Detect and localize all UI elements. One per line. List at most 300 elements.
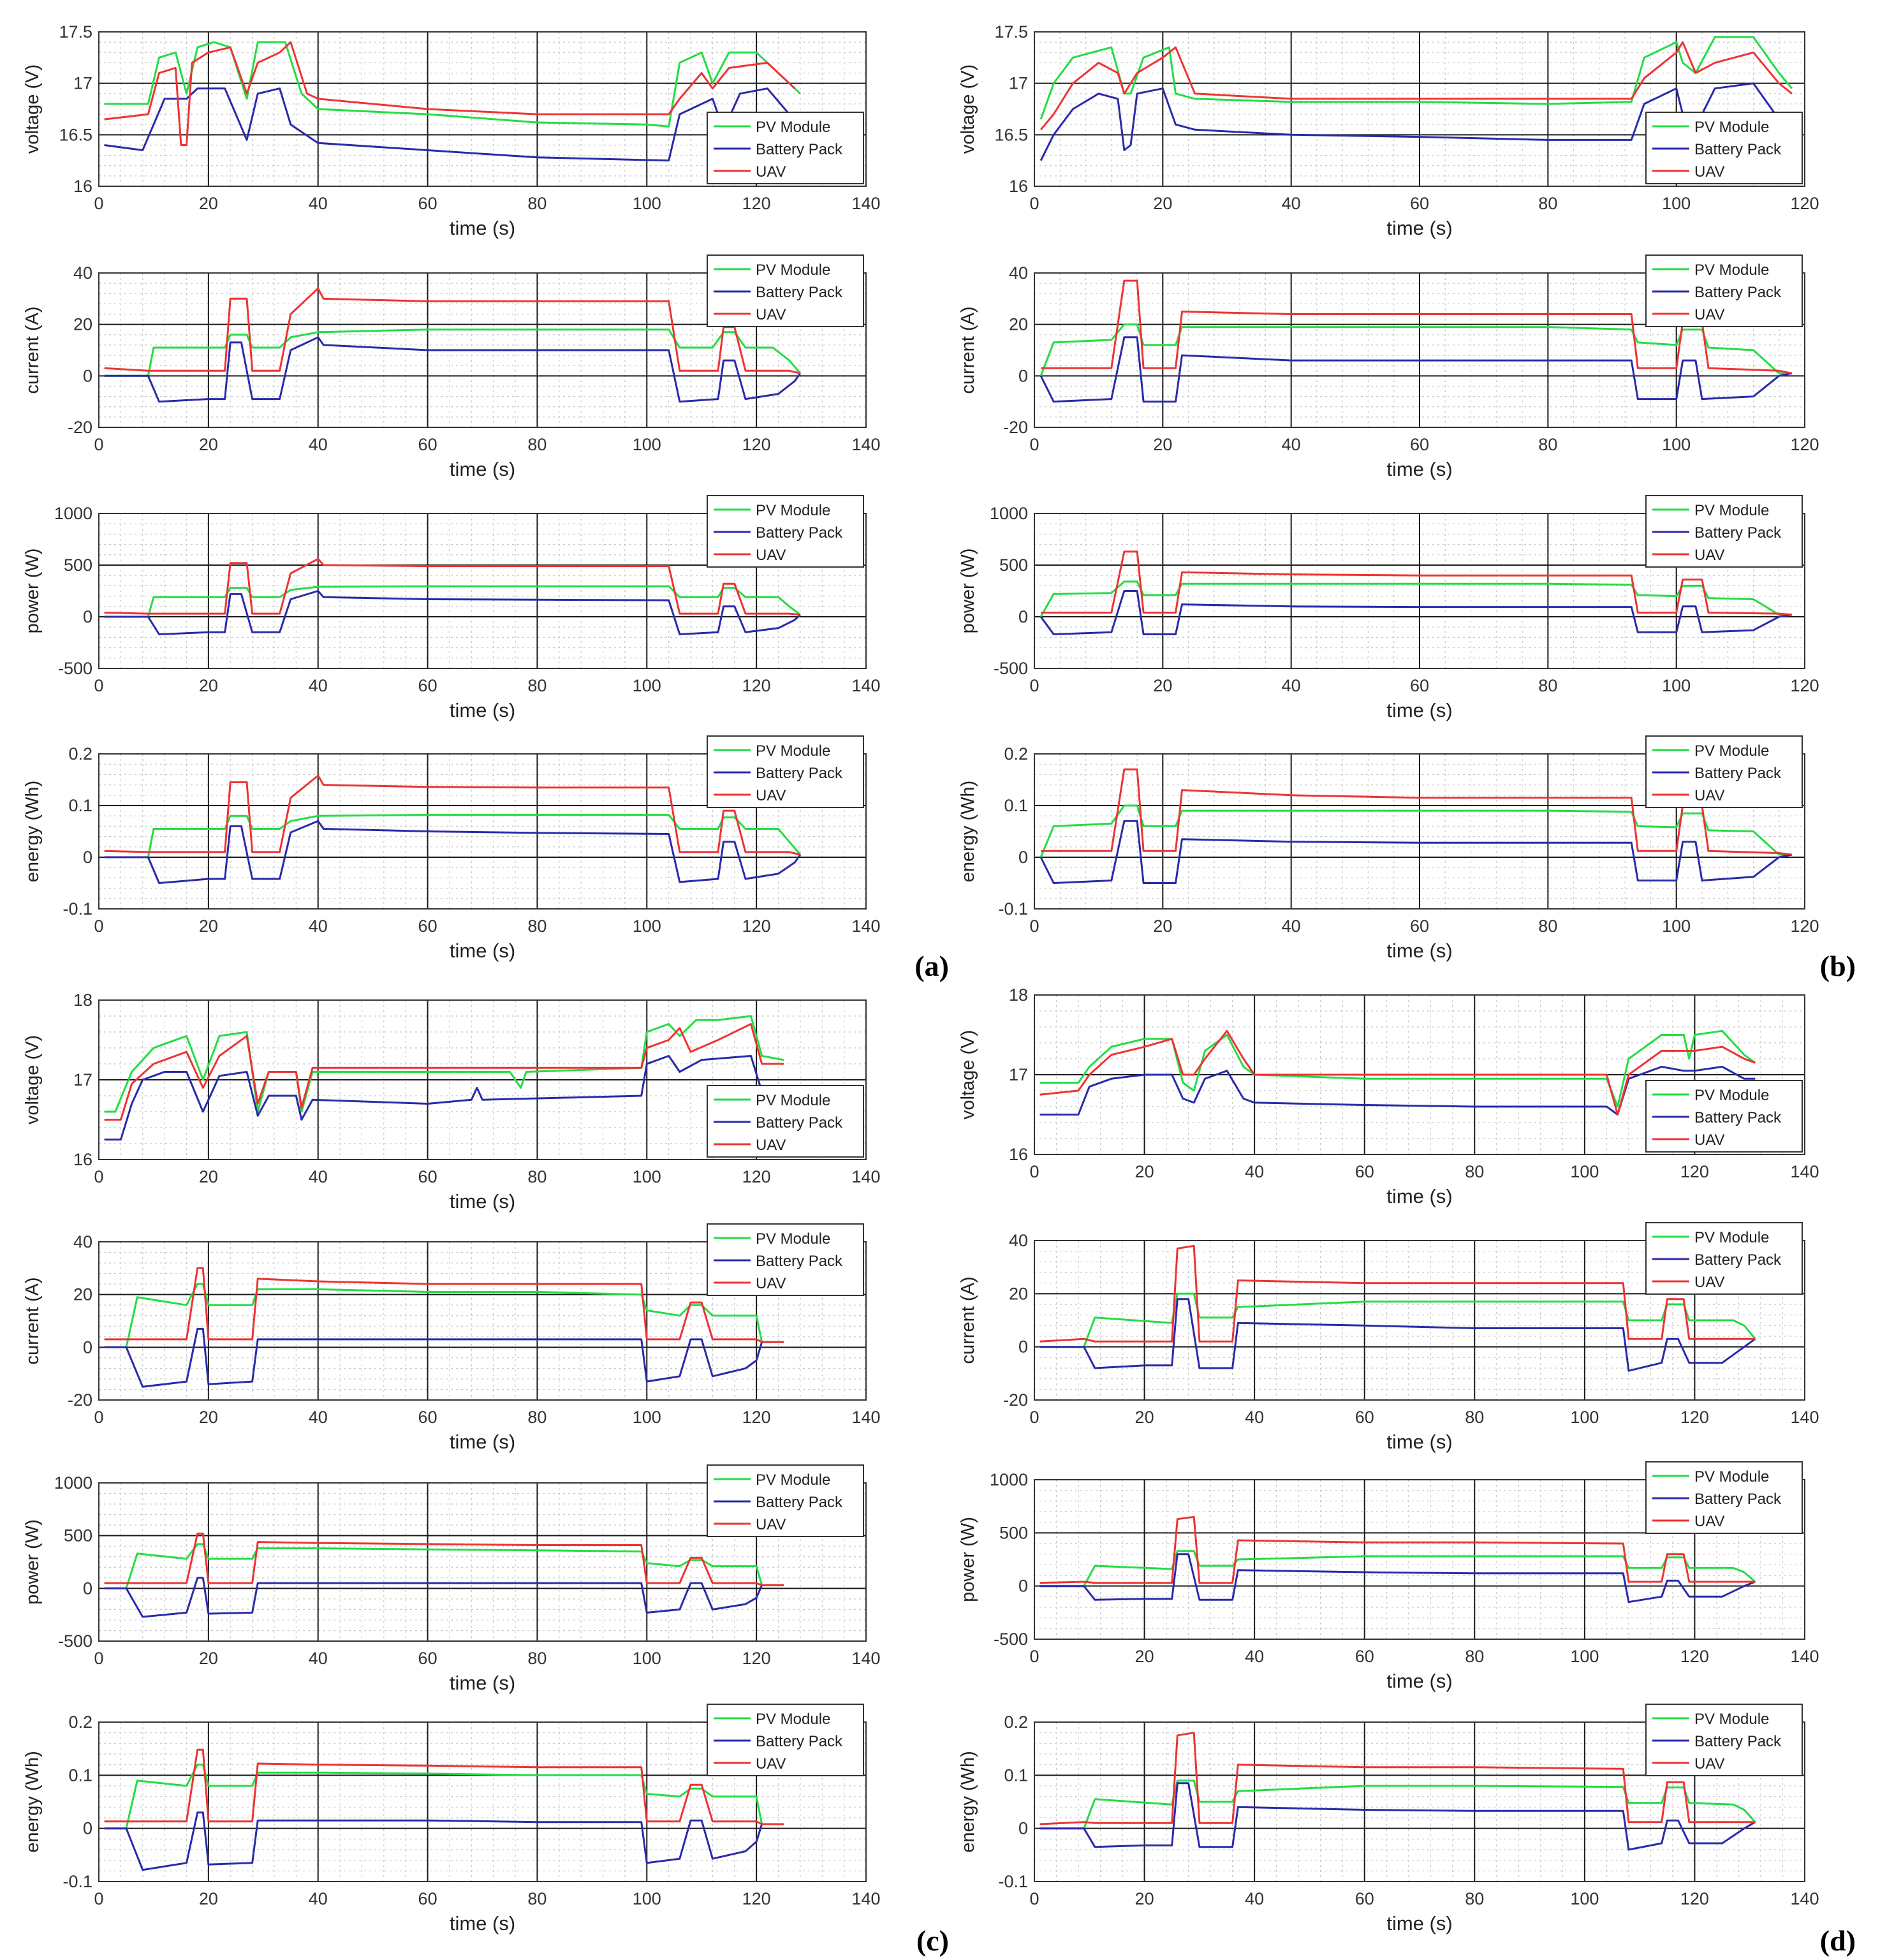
legend-entry: UAV: [756, 547, 786, 564]
legend: [707, 736, 863, 807]
x-tick-label: 40: [308, 917, 328, 936]
x-tick-label: 80: [527, 1889, 547, 1908]
legend-entry: UAV: [756, 306, 786, 323]
x-tick-label: 100: [1570, 1647, 1599, 1666]
y-tick-label: 500: [63, 1526, 92, 1545]
x-tick-label: 0: [1029, 1162, 1039, 1181]
legend: [707, 1704, 863, 1776]
subplot-4: [958, 22, 1819, 239]
legend-entry: Battery Pack: [1694, 1733, 1782, 1750]
x-tick-label: 0: [94, 435, 104, 454]
x-tick-label: 80: [527, 676, 547, 695]
x-axis-label: time (s): [449, 699, 516, 721]
x-tick-label: 40: [1281, 435, 1301, 454]
legend: [707, 1465, 863, 1536]
x-tick-label: 20: [1153, 676, 1173, 695]
legend-entry: Battery Pack: [1694, 284, 1782, 301]
y-tick-label: 16: [73, 177, 92, 196]
legend-entry: UAV: [1694, 163, 1725, 181]
y-tick-label: 20: [73, 314, 92, 334]
legend: [707, 1224, 863, 1295]
y-tick-label: 0: [82, 1818, 92, 1838]
y-axis-label: power (W): [958, 548, 978, 634]
x-tick-label: 40: [308, 1889, 328, 1908]
x-tick-label: 20: [1153, 435, 1173, 454]
x-tick-label: 20: [198, 1408, 218, 1427]
x-axis-label: time (s): [1386, 1185, 1453, 1207]
legend-entry: PV Module: [1694, 502, 1770, 519]
x-tick-label: 60: [1409, 435, 1430, 454]
x-tick-label: 80: [1465, 1162, 1485, 1181]
x-tick-label: 140: [851, 1649, 881, 1668]
legend: [1646, 736, 1802, 807]
y-tick-label: 40: [73, 263, 92, 283]
x-tick-label: 140: [851, 1167, 881, 1186]
legend-entry: UAV: [1694, 1274, 1725, 1291]
panel-label: (c): [916, 1924, 949, 1957]
y-axis-label: current (A): [958, 1276, 978, 1364]
x-axis-label: time (s): [1386, 939, 1453, 962]
x-tick-label: 40: [1245, 1889, 1265, 1908]
x-tick-label: 20: [1134, 1162, 1154, 1181]
x-tick-label: 40: [1245, 1408, 1265, 1427]
legend: [1646, 112, 1802, 184]
subplot-1: [22, 255, 881, 480]
panel-label: (d): [1819, 1924, 1856, 1957]
y-axis-label: voltage (V): [22, 64, 43, 154]
y-tick-label: 17.5: [994, 22, 1028, 41]
y-tick-label: 17: [1008, 1065, 1028, 1084]
y-tick-label: -0.1: [62, 1872, 92, 1891]
x-tick-label: 100: [632, 194, 661, 213]
y-axis-label: voltage (V): [958, 64, 978, 154]
legend-entry: Battery Pack: [1694, 524, 1782, 542]
x-tick-label: 0: [1029, 1889, 1039, 1908]
x-tick-label: 80: [527, 917, 547, 936]
x-axis-label: time (s): [449, 217, 516, 239]
x-tick-label: 40: [1245, 1647, 1265, 1666]
legend-entry: Battery Pack: [1694, 765, 1782, 782]
x-tick-label: 100: [632, 1167, 661, 1186]
legend-entry: PV Module: [756, 742, 831, 760]
y-axis-label: energy (Wh): [22, 1751, 43, 1853]
y-tick-label: 40: [73, 1232, 92, 1251]
x-tick-label: 20: [1134, 1889, 1154, 1908]
legend-entry: PV Module: [1694, 1711, 1770, 1728]
x-tick-label: 120: [742, 676, 771, 695]
x-axis-label: time (s): [449, 1672, 516, 1694]
legend-entry: Battery Pack: [1694, 141, 1782, 158]
legend-entry: UAV: [756, 1755, 786, 1772]
y-tick-label: 500: [999, 556, 1028, 575]
legend-entry: Battery Pack: [756, 1494, 843, 1511]
x-tick-label: 100: [1662, 676, 1691, 695]
x-axis-label: time (s): [1386, 458, 1453, 480]
x-tick-label: 0: [94, 1649, 104, 1668]
y-tick-label: 0: [1018, 1337, 1028, 1357]
legend-entry: Battery Pack: [1694, 1251, 1782, 1269]
x-tick-label: 140: [851, 435, 881, 454]
x-tick-label: 60: [1355, 1162, 1374, 1181]
y-tick-label: 0.2: [68, 744, 92, 763]
legend-entry: PV Module: [756, 119, 831, 136]
legend-entry: Battery Pack: [756, 1253, 843, 1270]
x-tick-label: 0: [94, 917, 104, 936]
legend: [1646, 496, 1802, 567]
y-axis-label: energy (Wh): [22, 780, 43, 883]
y-tick-label: 17: [1008, 73, 1028, 93]
legend-entry: PV Module: [1694, 1229, 1770, 1246]
y-axis-label: current (A): [22, 306, 43, 394]
x-tick-label: 60: [1355, 1408, 1374, 1427]
legend-entry: PV Module: [756, 1471, 831, 1489]
x-tick-label: 20: [198, 1167, 218, 1186]
y-tick-label: 40: [1008, 263, 1028, 283]
x-tick-label: 80: [527, 1649, 547, 1668]
subplot-5: [958, 255, 1819, 480]
x-tick-label: 80: [1538, 917, 1558, 936]
x-tick-label: 80: [527, 1408, 547, 1427]
x-tick-label: 80: [1538, 194, 1558, 213]
y-tick-label: 20: [1008, 1284, 1028, 1304]
x-tick-label: 60: [1409, 917, 1430, 936]
x-tick-label: 0: [1029, 435, 1039, 454]
y-tick-label: 16.5: [59, 125, 92, 145]
subplot-3: [22, 736, 881, 962]
x-tick-label: 40: [308, 1649, 328, 1668]
legend-entry: Battery Pack: [1694, 1109, 1782, 1126]
legend-entry: PV Module: [1694, 262, 1770, 279]
y-tick-label: 0: [1018, 848, 1028, 867]
y-tick-label: 0: [82, 607, 92, 626]
x-tick-label: 100: [632, 917, 661, 936]
x-tick-label: 40: [308, 1167, 328, 1186]
y-tick-label: 0.2: [1004, 1713, 1028, 1732]
legend: [1646, 1080, 1802, 1152]
x-axis-label: time (s): [1386, 1912, 1453, 1934]
y-tick-label: 1000: [54, 1473, 92, 1492]
y-tick-label: 0: [1018, 1818, 1028, 1838]
subplot-2: [22, 496, 881, 721]
x-tick-label: 140: [851, 194, 881, 213]
x-axis-label: time (s): [1386, 1670, 1453, 1692]
legend-entry: UAV: [1694, 1513, 1725, 1530]
x-tick-label: 80: [1538, 435, 1558, 454]
x-tick-label: 120: [1790, 194, 1819, 213]
y-tick-label: 0: [82, 366, 92, 386]
y-tick-label: -0.1: [62, 899, 92, 918]
x-tick-label: 60: [418, 194, 437, 213]
legend-entry: UAV: [756, 787, 786, 804]
x-tick-label: 40: [308, 1408, 328, 1427]
x-tick-label: 80: [527, 1167, 547, 1186]
x-tick-label: 120: [742, 917, 771, 936]
x-tick-label: 140: [1790, 1408, 1819, 1427]
legend-entry: PV Module: [1694, 1468, 1770, 1485]
x-tick-label: 60: [1355, 1889, 1374, 1908]
panel-label: (a): [914, 950, 949, 982]
x-axis-label: time (s): [449, 1190, 516, 1212]
x-tick-label: 20: [198, 1649, 218, 1668]
legend-entry: UAV: [1694, 1131, 1725, 1149]
legend-entry: Battery Pack: [756, 1114, 843, 1131]
x-tick-label: 120: [1680, 1162, 1709, 1181]
x-tick-label: 40: [308, 676, 328, 695]
x-tick-label: 80: [1465, 1408, 1485, 1427]
subplot-15: [958, 1704, 1819, 1934]
y-tick-label: 17: [73, 73, 92, 93]
y-axis-label: current (A): [958, 306, 978, 394]
y-axis-label: energy (Wh): [958, 780, 978, 883]
x-tick-label: 20: [1153, 194, 1173, 213]
x-tick-label: 20: [198, 194, 218, 213]
legend-entry: Battery Pack: [756, 141, 843, 158]
x-tick-label: 80: [527, 435, 547, 454]
y-tick-label: -500: [993, 659, 1028, 678]
y-tick-label: -500: [57, 659, 92, 678]
x-tick-label: 40: [1281, 676, 1301, 695]
legend-entry: PV Module: [756, 1230, 831, 1248]
subplot-14: [958, 1462, 1819, 1692]
y-tick-label: 20: [1008, 314, 1028, 334]
legend: [1646, 1462, 1802, 1533]
legend: [1646, 1223, 1802, 1294]
y-tick-label: -20: [67, 1390, 92, 1410]
legend: [707, 112, 863, 184]
x-tick-label: 120: [1680, 1647, 1709, 1666]
x-tick-label: 100: [632, 1408, 661, 1427]
legend-entry: PV Module: [756, 1092, 831, 1109]
y-tick-label: 1000: [54, 504, 92, 523]
x-axis-label: time (s): [449, 1912, 516, 1934]
y-tick-label: -20: [1002, 1390, 1028, 1410]
y-tick-label: 16: [73, 1150, 92, 1169]
x-tick-label: 0: [94, 676, 104, 695]
x-axis-label: time (s): [1386, 1431, 1453, 1453]
x-tick-label: 0: [1029, 194, 1039, 213]
x-tick-label: 80: [527, 194, 547, 213]
x-tick-label: 0: [1029, 676, 1039, 695]
y-tick-label: 0.1: [68, 1765, 92, 1785]
y-axis-label: voltage (V): [22, 1035, 43, 1125]
x-tick-label: 120: [742, 194, 771, 213]
x-tick-label: 40: [1245, 1162, 1265, 1181]
y-tick-label: 16: [1008, 1145, 1028, 1164]
y-tick-label: 1000: [989, 504, 1028, 523]
y-tick-label: 20: [73, 1285, 92, 1304]
x-tick-label: 40: [308, 194, 328, 213]
y-axis-label: power (W): [958, 1517, 978, 1602]
y-tick-label: -500: [993, 1630, 1028, 1649]
x-tick-label: 140: [851, 1408, 881, 1427]
x-tick-label: 0: [1029, 917, 1039, 936]
legend-entry: PV Module: [1694, 1087, 1770, 1104]
x-tick-label: 20: [1134, 1408, 1154, 1427]
y-tick-label: -500: [57, 1632, 92, 1651]
legend-entry: PV Module: [1694, 742, 1770, 760]
legend-entry: UAV: [756, 1275, 786, 1292]
legend-entry: UAV: [756, 1137, 786, 1154]
y-tick-label: 18: [73, 991, 92, 1010]
x-tick-label: 60: [418, 1408, 437, 1427]
y-tick-label: 40: [1008, 1231, 1028, 1250]
legend-entry: Battery Pack: [756, 284, 843, 301]
x-tick-label: 40: [308, 435, 328, 454]
legend: [707, 1086, 863, 1157]
x-tick-label: 120: [1790, 917, 1819, 936]
x-tick-label: 20: [198, 676, 218, 695]
y-tick-label: 0: [1018, 1576, 1028, 1596]
x-tick-label: 100: [1662, 194, 1691, 213]
x-tick-label: 0: [1029, 1647, 1039, 1666]
y-tick-label: 0: [1018, 366, 1028, 386]
x-tick-label: 100: [1662, 917, 1691, 936]
legend-entry: PV Module: [756, 502, 831, 519]
panel-label: (b): [1819, 950, 1856, 982]
y-tick-label: 0: [82, 1337, 92, 1357]
x-tick-label: 120: [742, 1167, 771, 1186]
x-axis-label: time (s): [1386, 217, 1453, 239]
x-tick-label: 120: [742, 1649, 771, 1668]
x-tick-label: 0: [94, 1408, 104, 1427]
y-tick-label: 16: [1008, 177, 1028, 196]
subplot-6: [958, 496, 1819, 721]
x-tick-label: 60: [1409, 194, 1430, 213]
legend-entry: Battery Pack: [756, 524, 843, 542]
x-tick-label: 140: [851, 917, 881, 936]
x-tick-label: 60: [418, 676, 437, 695]
x-tick-label: 100: [1570, 1162, 1599, 1181]
x-tick-label: 140: [1790, 1162, 1819, 1181]
legend-entry: PV Module: [756, 262, 831, 279]
y-tick-label: 17.5: [59, 22, 92, 41]
x-tick-label: 60: [418, 917, 437, 936]
x-tick-label: 120: [742, 1889, 771, 1908]
legend: [1646, 1704, 1802, 1776]
y-tick-label: 0.2: [1004, 744, 1028, 763]
x-tick-label: 140: [1790, 1647, 1819, 1666]
legend-entry: Battery Pack: [756, 1733, 843, 1750]
subplot-12: [958, 985, 1819, 1207]
y-tick-label: 0: [82, 1579, 92, 1598]
x-tick-label: 120: [1680, 1889, 1709, 1908]
x-tick-label: 140: [1790, 1889, 1819, 1908]
x-tick-label: 40: [1281, 917, 1301, 936]
legend-entry: Battery Pack: [756, 765, 843, 782]
y-tick-label: 17: [73, 1070, 92, 1089]
y-tick-label: 0.2: [68, 1713, 92, 1732]
y-tick-label: -0.1: [998, 899, 1028, 918]
y-tick-label: 500: [999, 1523, 1028, 1543]
legend-entry: PV Module: [756, 1711, 831, 1728]
x-tick-label: 80: [1538, 676, 1558, 695]
y-tick-label: -20: [1002, 418, 1028, 437]
y-axis-label: power (W): [22, 1519, 43, 1605]
y-tick-label: 0.1: [68, 796, 92, 815]
x-tick-label: 20: [198, 917, 218, 936]
legend-entry: UAV: [756, 163, 786, 181]
legend: [707, 255, 863, 327]
x-tick-label: 140: [851, 1889, 881, 1908]
x-axis-label: time (s): [449, 939, 516, 962]
y-tick-label: -0.1: [998, 1872, 1028, 1891]
x-tick-label: 100: [632, 676, 661, 695]
y-tick-label: 0.1: [1004, 796, 1028, 815]
x-axis-label: time (s): [449, 458, 516, 480]
x-tick-label: 100: [632, 1889, 661, 1908]
x-tick-label: 40: [1281, 194, 1301, 213]
x-tick-label: 80: [1465, 1889, 1485, 1908]
x-tick-label: 100: [1570, 1889, 1599, 1908]
x-tick-label: 20: [1153, 917, 1173, 936]
legend-entry: UAV: [1694, 547, 1725, 564]
x-tick-label: 120: [742, 435, 771, 454]
legend-entry: UAV: [1694, 787, 1725, 804]
legend: [707, 496, 863, 567]
x-tick-label: 0: [94, 194, 104, 213]
x-axis-label: time (s): [1386, 699, 1453, 721]
subplot-9: [22, 1224, 881, 1453]
x-tick-label: 60: [418, 435, 437, 454]
x-tick-label: 60: [1409, 676, 1430, 695]
x-tick-label: 60: [418, 1649, 437, 1668]
legend-entry: PV Module: [1694, 119, 1770, 136]
y-axis-label: current (A): [22, 1277, 43, 1365]
x-tick-label: 120: [742, 1408, 771, 1427]
y-tick-label: 0: [82, 848, 92, 867]
y-tick-label: -20: [67, 418, 92, 437]
subplot-8: [22, 991, 881, 1212]
y-tick-label: 0.1: [1004, 1765, 1028, 1785]
x-tick-label: 100: [632, 1649, 661, 1668]
x-tick-label: 120: [1680, 1408, 1709, 1427]
x-tick-label: 60: [418, 1889, 437, 1908]
x-tick-label: 80: [1465, 1647, 1485, 1666]
legend-entry: Battery Pack: [1694, 1491, 1782, 1508]
subplot-0: [22, 22, 881, 239]
legend: [1646, 255, 1802, 327]
x-tick-label: 120: [1790, 435, 1819, 454]
y-axis-label: energy (Wh): [958, 1751, 978, 1853]
x-tick-label: 60: [1355, 1647, 1374, 1666]
subplot-7: [958, 736, 1819, 962]
y-tick-label: 1000: [989, 1470, 1028, 1489]
x-tick-label: 20: [198, 435, 218, 454]
x-tick-label: 100: [1570, 1408, 1599, 1427]
x-axis-label: time (s): [449, 1431, 516, 1453]
x-tick-label: 20: [198, 1889, 218, 1908]
y-tick-label: 18: [1008, 985, 1028, 1005]
subplot-13: [958, 1223, 1819, 1453]
legend-entry: UAV: [1694, 306, 1725, 323]
y-axis-label: voltage (V): [958, 1029, 978, 1120]
x-tick-label: 100: [1662, 435, 1691, 454]
x-tick-label: 0: [1029, 1408, 1039, 1427]
subplot-10: [22, 1465, 881, 1694]
x-tick-label: 60: [418, 1167, 437, 1186]
x-tick-label: 120: [1790, 676, 1819, 695]
y-axis-label: power (W): [22, 548, 43, 634]
subplot-11: [22, 1704, 881, 1934]
x-tick-label: 20: [1134, 1647, 1154, 1666]
y-tick-label: 0: [1018, 607, 1028, 626]
y-tick-label: 500: [63, 556, 92, 575]
x-tick-label: 140: [851, 676, 881, 695]
x-tick-label: 100: [632, 435, 661, 454]
x-tick-label: 0: [94, 1889, 104, 1908]
legend-entry: UAV: [1694, 1755, 1725, 1772]
x-tick-label: 0: [94, 1167, 104, 1186]
